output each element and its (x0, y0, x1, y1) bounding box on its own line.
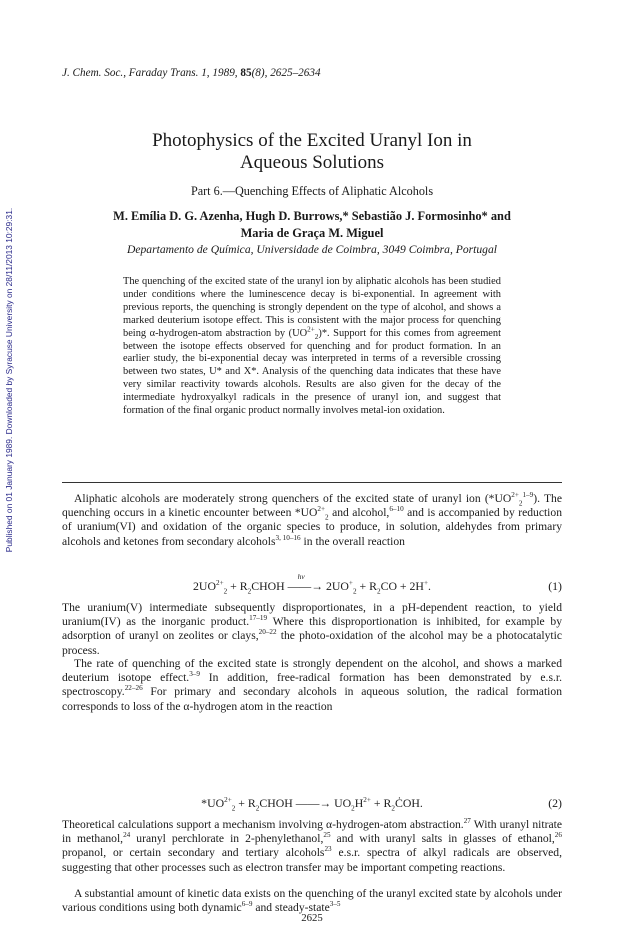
paragraph-1: Aliphatic alcohols are moderately strong quenchers of the excited state of uranyl ion $(*UO^{2+}_2^{1-9})$. The quenching occurs in a kinetic encounter between $*UO^{2+}_2$ and alcohol,$^{6-10}$ and is accompanied by reduction of uranium(VI) and oxidation of the organic species to produce, in solution, aldehydes from primary alcohols and ketones from secondary alcohols$^{3, 10-16}$ in the overall reaction (62, 491, 562, 548)
citation-ref: 1–9 (522, 491, 534, 500)
citation-ref: 3–9 (189, 670, 200, 679)
journal-citation (62, 67, 321, 79)
paragraph-2: The uranium(V) intermediate subsequently disproportionates, in a pH-dependent reaction, to yield uranium(IV) as the inorganic product.$^{17-19}$ Where this disproportionation is inhibited, for example by adsorption of uranyl on zeolites or clays,$^{20-22}$ the photo-oxidation of the alcohol may be a photocatalytic process. (62, 601, 563, 657)
author-list (62, 208, 562, 242)
citation-ref: 3, 10–16 (275, 533, 301, 542)
download-notice-text: Published on 01 January 1989. Downloaded by Syracuse University on 28/11/2013 10:29:31. (4, 207, 14, 553)
paper-subtitle: Part 6.—Quenching Effects of Aliphatic Alcohols (190, 184, 434, 198)
citation-ref: 3–5 (329, 900, 341, 909)
citation-ref: 25 (323, 831, 331, 840)
download-notice (2, 160, 16, 600)
paragraph-4: Theoretical calculations support a mechanism involving α-hydrogen-atom abstraction.$^{27}$ With uranyl nitrate in methanol,$^{24}$ uranyl perchlorate in 2-phenylethanol,$^{25}$ and with uranyl salts in glasses of ethanol,$^{26}$ propanol, or certain secondary and tertiary alcohols$^{23}$ e.s.r. spectra of alkyl radicals are observed, suggesting that other processes such as electron transfer may be important competing reactions. (62, 817, 563, 874)
equation-2 (62, 796, 562, 812)
page-number: 2625 (301, 912, 323, 924)
journal-issue-pages: (8), 2625–2634 (251, 67, 321, 79)
abstract: The quenching of the excited state of the uranyl ion by aliphatic alcohols has been studied under conditions where the luminescence decay is bi-exponential. In agreement with previous reports, the quenching is strongly dependent on the type of alcohol, and shows a marked deuterium isotope effect. This is consistent with the major process for quenching being α-hydrogen-atom abstraction by $(UO^{2+}_2)*$. Support for this comes from agreement between the isotope effects observed for quenching and for product formation. In an earlier study, the bi-exponential decay was interpreted in terms of a reversible crossing between two states, U* and X*. Analysis of the quenching data indicates that these have very similar reactivity towards alcohols. Results are also given for the decay of the intermediate hydroxyalkyl radicals in the presence of uranyl ion, and suggest that formation of the final organic product normally involves metal-ion oxidation. (123, 276, 501, 417)
citation-ref: 22–26 (124, 684, 143, 693)
paragraph-5: A substantial amount of kinetic data exists on the quenching of the uranyl excited state by alcohols under various conditions using both dynamic$^{6-9}$ and steady-state$^{3-5}$ (62, 887, 562, 915)
authors-line-2: Maria de Graça M. Miguel (240, 226, 384, 240)
authors-line-1: M. Emília D. G. Azenha, Hugh D. Burrows,* Sebastião J. Formosinho* and (113, 209, 511, 223)
equation-2-number: (2) (548, 796, 562, 810)
citation-ref: 26 (554, 831, 562, 840)
journal-volume: 85 (240, 67, 252, 79)
equation-1-expression: $2UO^{2+}_2$ + $R_2CHOH$ hν ——→ $2UO^+_2 + R_2CO + 2H^+$. (193, 572, 431, 596)
journal-year: 1989, (212, 67, 238, 79)
citation-ref: 20–22 (258, 628, 277, 637)
citation-ref: 23 (324, 845, 332, 854)
citation-ref: 17–19 (249, 614, 268, 623)
equation-1 (62, 572, 562, 596)
title-line-2: Aqueous Solutions (239, 152, 385, 173)
citation-ref: 27 (463, 817, 471, 826)
affiliation: Departamento de Química, Universidade de Coimbra, 3049 Coimbra, Portugal (126, 243, 497, 256)
citation-ref: 6–9 (241, 900, 253, 909)
paragraph-3: The rate of quenching of the excited state is strongly dependent on the alcohol, and shows a marked deuterium isotope effect.$^{3-9}$ In addition, free-radical formation has been demonstrated by e.s.r. spectroscopy.$^{22-26}$ For primary and secondary alcohols in aqueous solution, the radical formation corresponds to loss of the α-hydrogen atom in the reaction (62, 657, 562, 713)
equation-1-number: (1) (548, 579, 562, 593)
paper-title (62, 130, 562, 174)
section-divider (62, 482, 562, 483)
citation-ref: 6–10 (389, 505, 404, 514)
equation-2-expression: $*UO^{2+}_2$ + $R_2CHOH$ ——→ $UO_2H^{2+}$ + $R_2ĊOH$. (201, 796, 423, 813)
citation-ref: 24 (123, 831, 131, 840)
journal-name: J. Chem. Soc., Faraday Trans. 1, (62, 67, 210, 79)
title-line-1: Photophysics of the Excited Uranyl Ion in (152, 130, 472, 151)
light-label: hν (297, 572, 305, 581)
